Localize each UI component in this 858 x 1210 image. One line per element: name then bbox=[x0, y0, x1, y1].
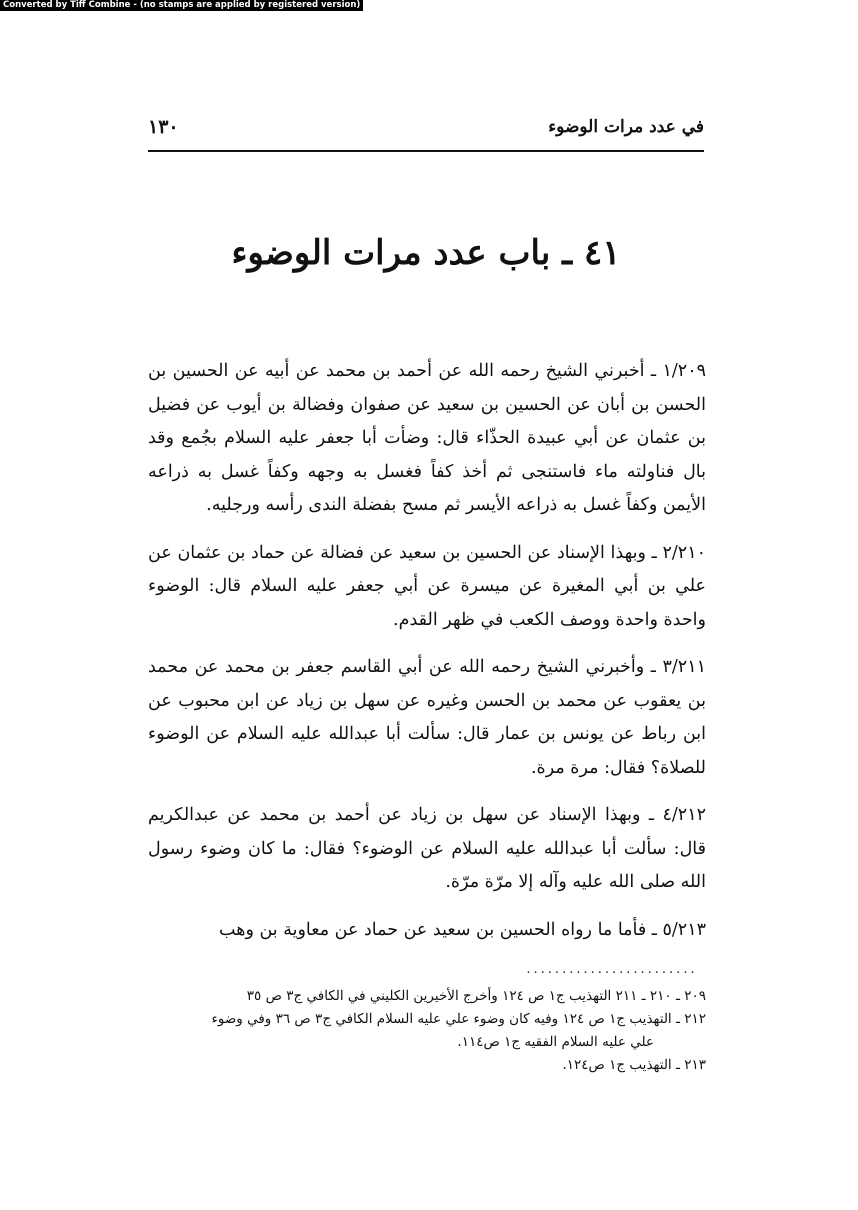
hadith-paragraph: ٥/٢١٣ ـ فأما ما رواه الحسين بن سعيد عن حماد عن معاوية بن وهب bbox=[219, 919, 706, 940]
page-number: ١٣٠ bbox=[148, 116, 179, 138]
footnote: ٢٠٩ ـ ٢١٠ ـ ٢١١ التهذيب ج١ ص ١٢٤ وأخرج الأخيرين الكليني في الكافي ج٣ ص ٣٥ bbox=[246, 988, 706, 1004]
running-title: في عدد مرات الوضوء bbox=[548, 117, 704, 137]
footnote: ٢١٢ ـ التهذيب ج١ ص ١٢٤ وفيه كان وضوء علي عليه السلام الكافي ج٣ ص ٣٦ وفي وضوء bbox=[211, 1011, 706, 1027]
converter-banner: Converted by Tiff Combine - (no stamps are applied by registered version) bbox=[0, 0, 363, 11]
running-header bbox=[148, 112, 704, 142]
footnotes bbox=[150, 985, 706, 1077]
hadith-paragraph: ٤/٢١٢ ـ وبهذا الإسناد عن سهل بن زياد عن أحمد بن محمد عن عبدالكريم قال: سألت أبا عبدالله عليه السلام عن الوضوء؟ فقال: ما كان وضوء رسول الله صلى الله عليه وآله إلا مرّة مرّة. bbox=[148, 805, 706, 892]
hadith-paragraph: ٣/٢١١ ـ وأخبرني الشيخ رحمه الله عن أبي القاسم جعفر بن محمد عن محمد بن يعقوب عن محمد بن الحسن وغيره عن سهل بن زياد عن ابن محبوب عن ابن رباط عن يونس بن عمار قال: سألت أبا عبدالله عليه السلام عن الوضوء للصلاة؟ فقال: مرة مرة. bbox=[148, 657, 706, 778]
footnote-continuation: علي عليه السلام الفقيه ج١ ص١١٤. bbox=[457, 1034, 654, 1050]
footnote: ٢١٣ ـ التهذيب ج١ ص١٢٤. bbox=[562, 1057, 706, 1073]
hadith-paragraph: ١/٢٠٩ ـ أخبرني الشيخ رحمه الله عن أحمد بن محمد عن أبيه عن الحسين بن الحسن بن أبان عن الحسين بن سعيد عن صفوان وفضالة بن أيوب عن فضيل بن عثمان عن أبي عبيدة الحذّاء قال: وضأت أبا جعفر عليه السلام بجُمع وقد بال فناولته ماء فاستنجى ثم أخذ كفاً فغسل به وجهه وكفاً غسل به ذراعه الأيمن وكفاً غسل به ذراعه الأيسر ثم مسح بفضلة الندى رأسه ورجليه. bbox=[148, 361, 706, 515]
chapter-title: ٤١ ـ باب عدد مرات الوضوء bbox=[231, 233, 621, 273]
header-rule bbox=[148, 150, 704, 152]
footnote-separator: ........................ bbox=[526, 962, 698, 977]
hadith-paragraph: ٢/٢١٠ ـ وبهذا الإسناد عن الحسين بن سعيد عن فضالة عن حماد بن عثمان عن علي بن أبي المغيرة عن ميسرة عن أبي جعفر عليه السلام قال: الوضوء واحدة واحدة ووصف الكعب في ظهر القدم. bbox=[148, 542, 706, 630]
main-text bbox=[148, 355, 706, 961]
